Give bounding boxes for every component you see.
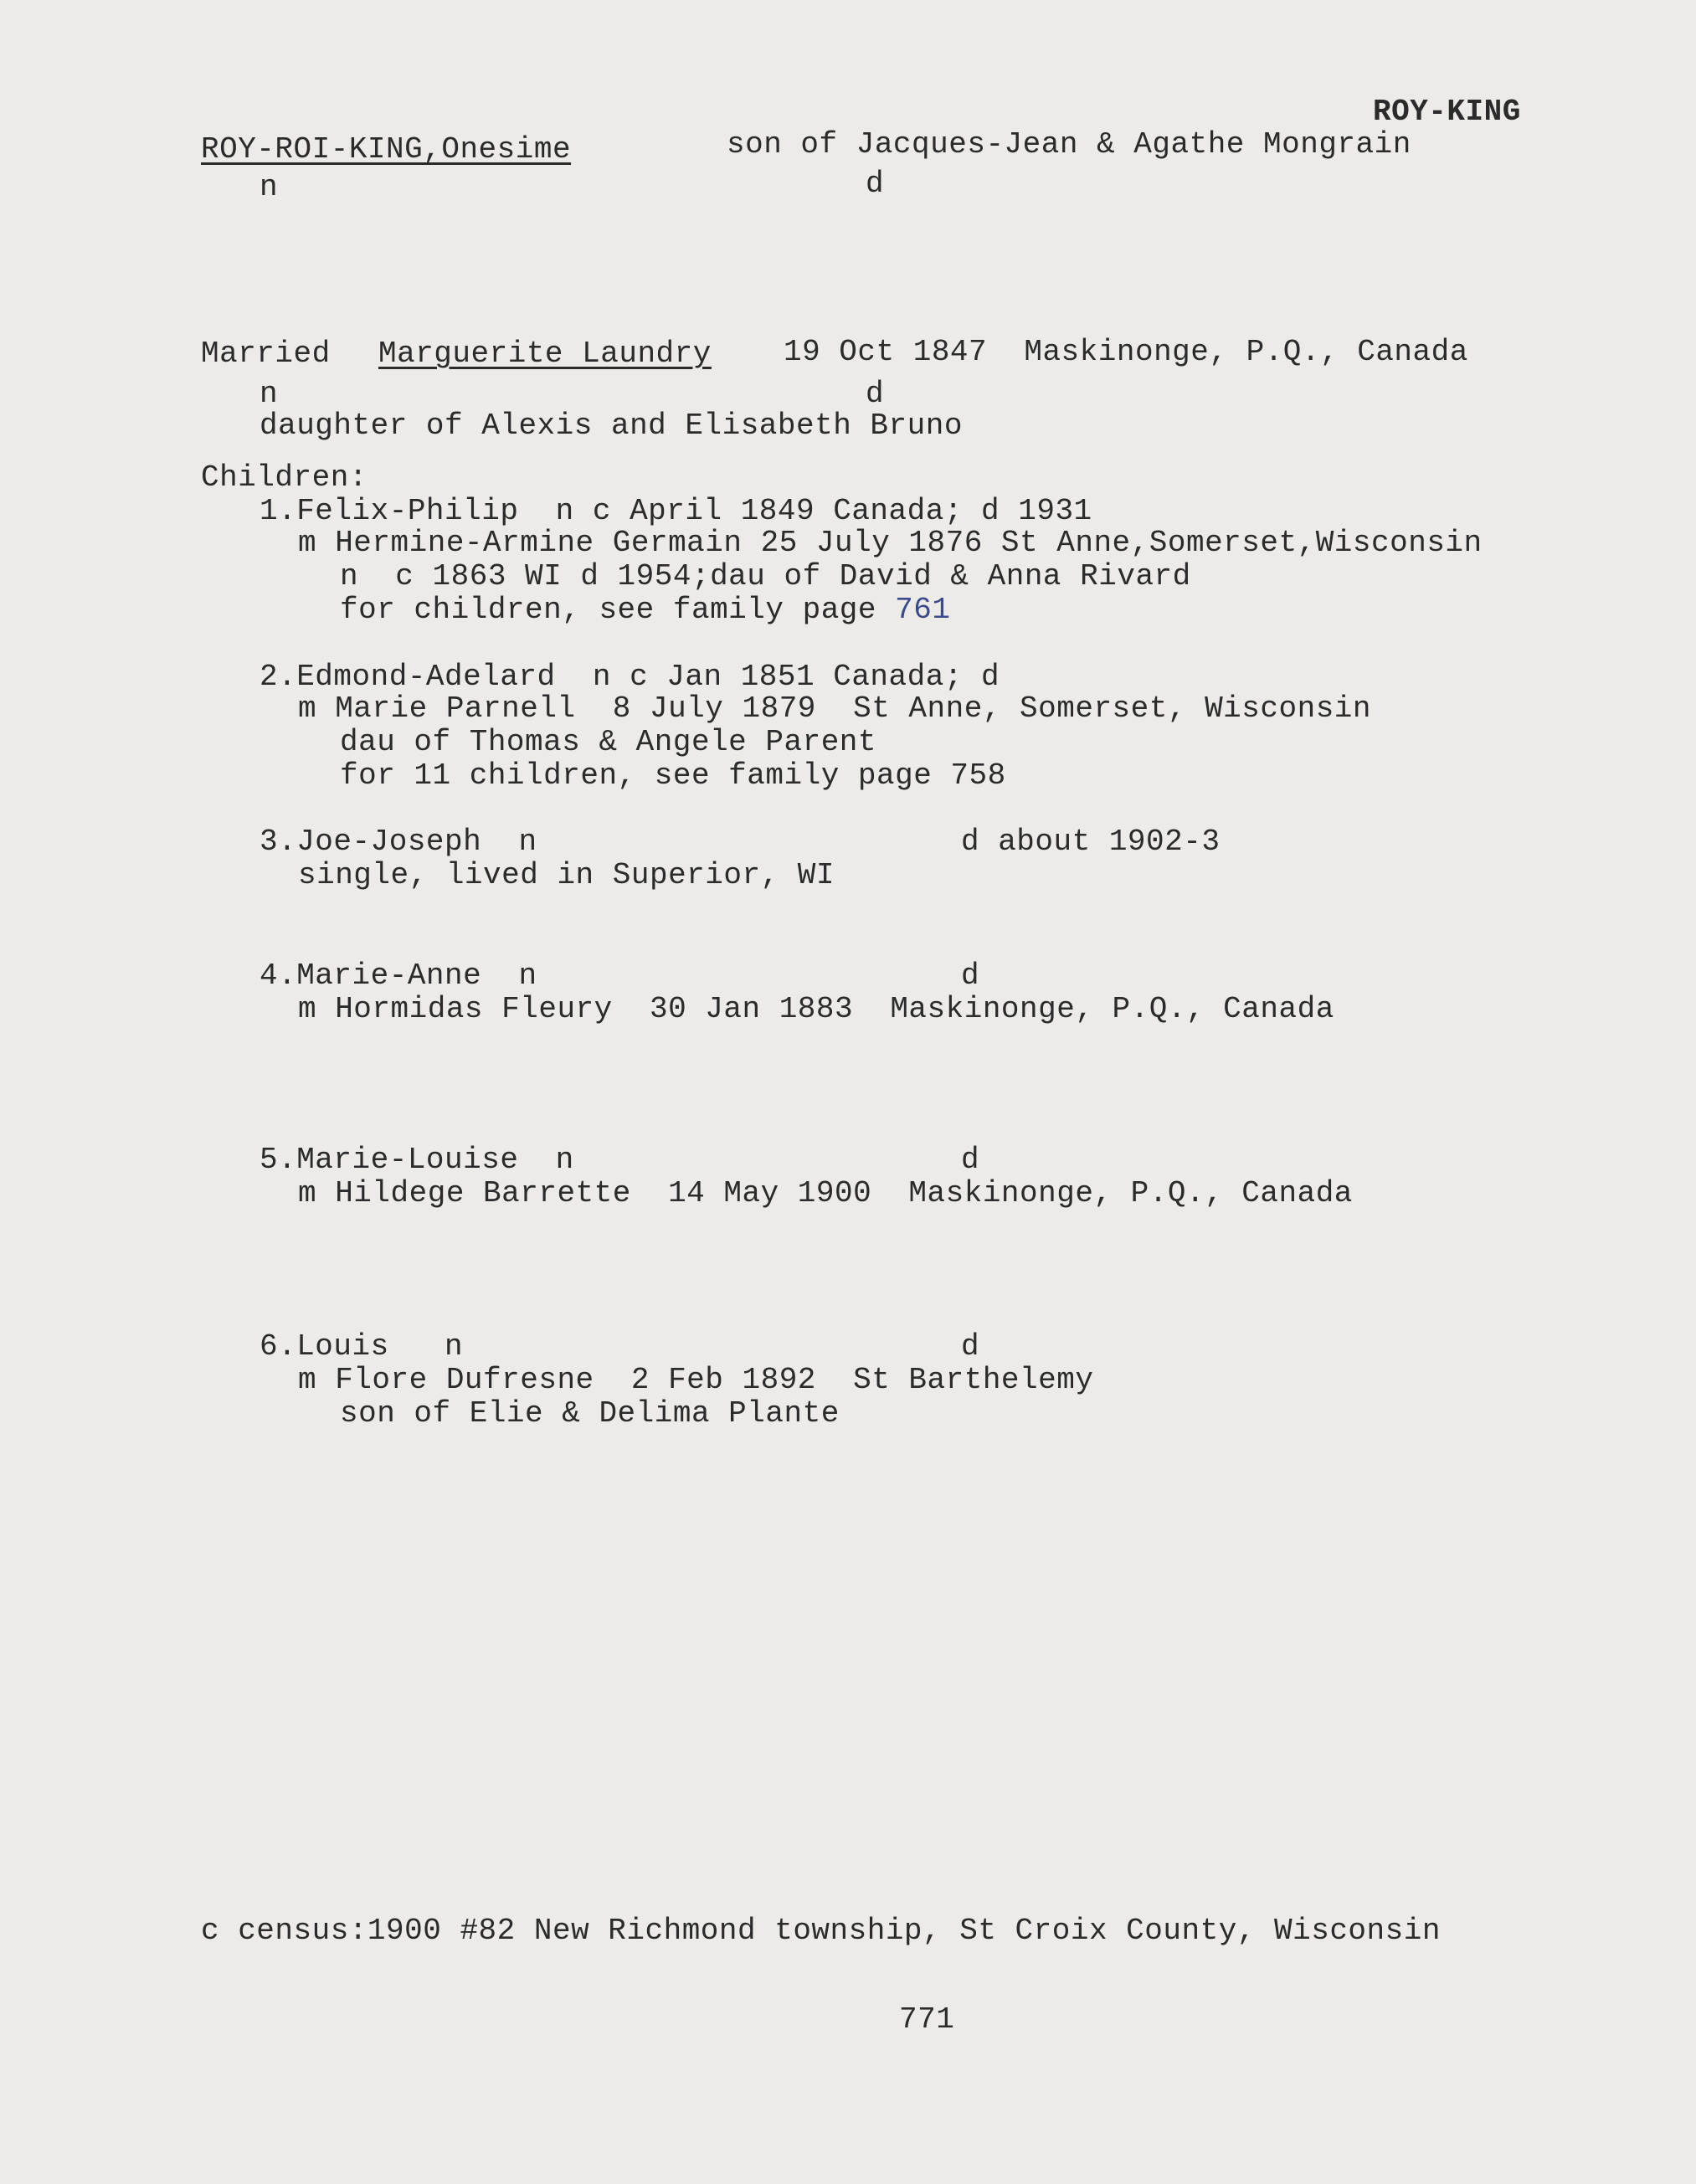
- child-4-line: 4.Marie-Anne n: [260, 958, 537, 993]
- child-1-marriage: m Hermine-Armine Germain 25 July 1876 St Anne,Somerset,Wisconsin: [298, 526, 1483, 560]
- spouse-parents: daughter of Alexis and Elisabeth Bruno: [260, 409, 963, 443]
- child-1-family-page: 761: [895, 593, 951, 627]
- header-code: ROY-KING: [1373, 95, 1521, 129]
- child-6-line: 6.Louis n: [260, 1329, 464, 1364]
- child-5-line: 5.Marie-Louise n: [260, 1143, 574, 1177]
- child-1-family-ref: [340, 593, 950, 628]
- child-6-died: d: [961, 1329, 980, 1364]
- child-1-line: 1.Felix-Philip n c April 1849 Canada; d 1931: [260, 494, 1092, 528]
- child-2-spouse-info: dau of Thomas & Angele Parent: [340, 725, 877, 759]
- spouse-born: n: [260, 377, 279, 411]
- spouse-name: Marguerite Laundry: [378, 337, 712, 371]
- footnote: c census:1900 #82 New Richmond township, St Croix County, Wisconsin: [201, 1914, 1441, 1948]
- child-2-marriage: m Marie Parnell 8 July 1879 St Anne, Somerset, Wisconsin: [298, 691, 1372, 726]
- child-6-spouse-info: son of Elie & Delima Plante: [340, 1396, 840, 1431]
- child-4-died: d: [961, 958, 980, 993]
- child-5-marriage: m Hildege Barrette 14 May 1900 Maskinonge, P.Q., Canada: [298, 1176, 1353, 1210]
- subject-born: n: [260, 170, 279, 204]
- child-5-died: d: [961, 1143, 980, 1177]
- subject-parents: son of Jacques-Jean & Agathe Mongrain: [727, 127, 1411, 162]
- child-1-spouse-info: n c 1863 WI d 1954;dau of David & Anna Rivard: [340, 559, 1191, 594]
- child-6-marriage: m Flore Dufresne 2 Feb 1892 St Barthelemy: [298, 1363, 1094, 1397]
- page-number: 771: [899, 2002, 955, 2037]
- subject-died: d: [866, 167, 885, 201]
- child-2-line: 2.Edmond-Adelard n c Jan 1851 Canada; d: [260, 660, 1000, 694]
- child-3-line: 3.Joe-Joseph n: [260, 825, 537, 859]
- spouse-died: d: [866, 377, 885, 411]
- child-3-died: d about 1902-3: [961, 825, 1221, 859]
- child-1-family-ref-text: for children, see family page: [340, 593, 896, 627]
- subject-name: ROY-ROI-KING,Onesime: [201, 132, 572, 167]
- marriage-details: 19 Oct 1847 Maskinonge, P.Q., Canada: [784, 335, 1468, 369]
- married-label: Married: [201, 337, 331, 371]
- child-3-note: single, lived in Superior, WI: [298, 858, 835, 892]
- children-label: Children:: [201, 460, 367, 495]
- child-4-marriage: m Hormidas Fleury 30 Jan 1883 Maskinonge, P.Q., Canada: [298, 992, 1334, 1026]
- child-2-family-ref: for 11 children, see family page 758: [340, 758, 1006, 793]
